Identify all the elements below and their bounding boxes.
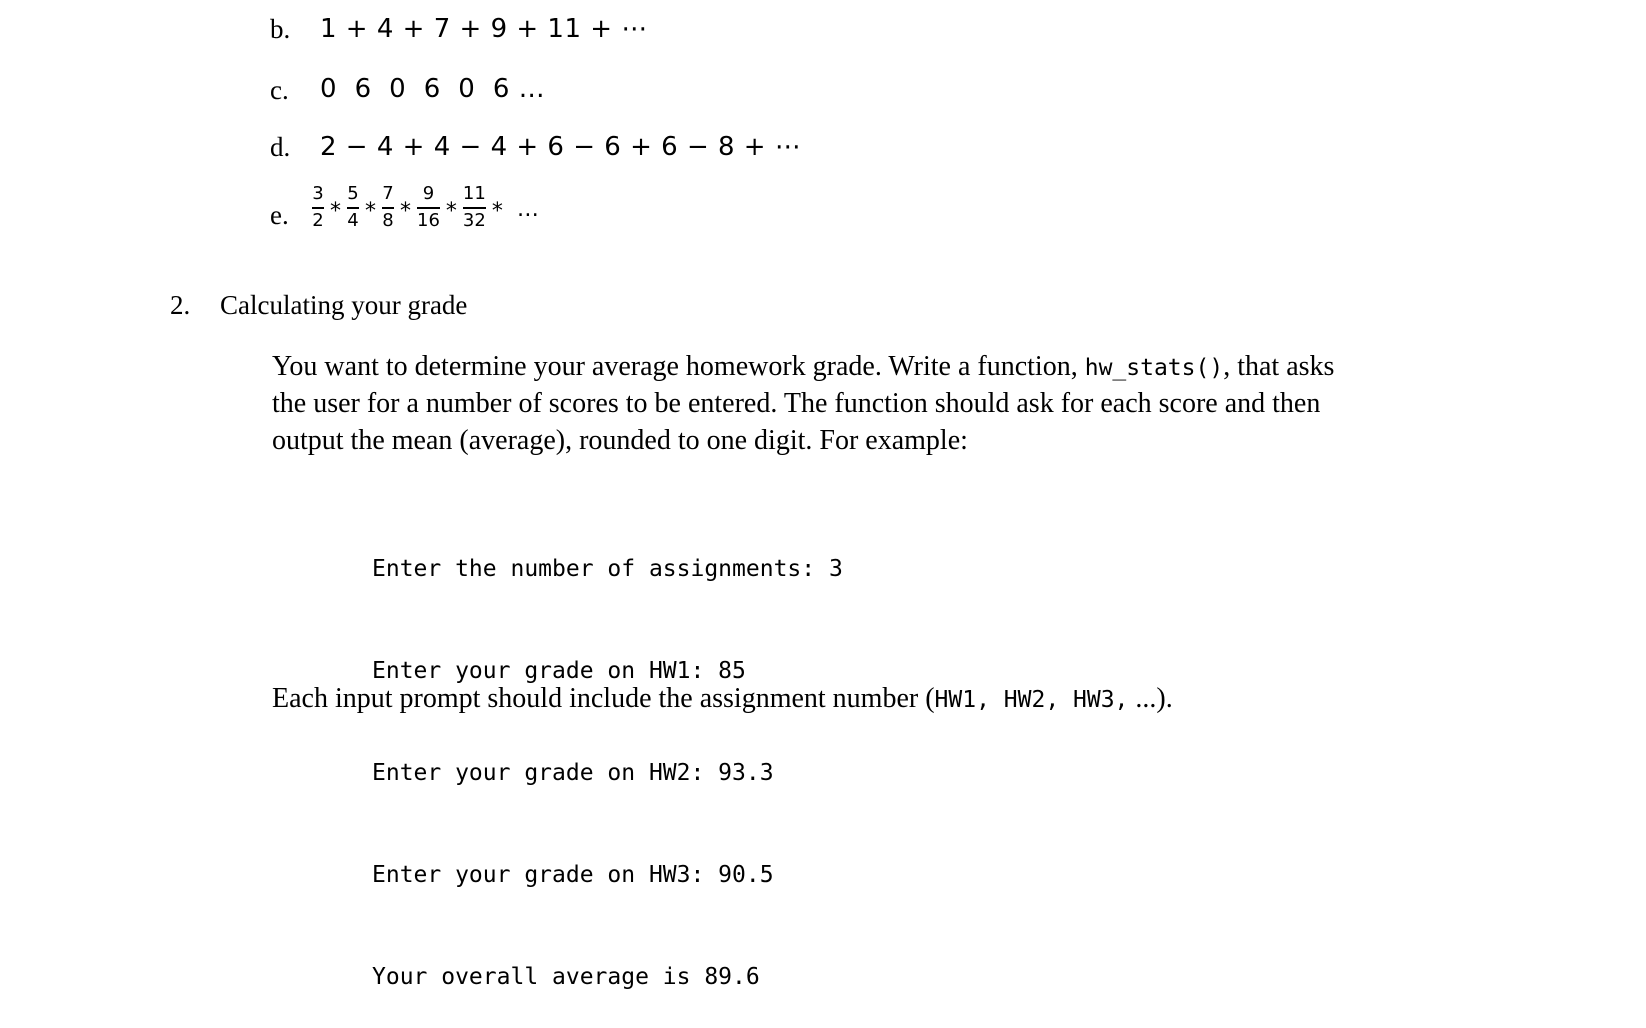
fraction-numerator: 11: [462, 183, 486, 204]
function-name-code: hw_stats(): [1084, 355, 1224, 381]
fraction-numerator: 7: [382, 183, 394, 204]
item-e-letter: e.: [270, 200, 289, 230]
section-title: Calculating your grade: [220, 290, 468, 320]
footer-code: HW1, HW2, HW3,: [934, 687, 1129, 713]
fraction: [347, 184, 359, 231]
multiply-operator: *: [365, 198, 376, 224]
paragraph-line-2: the user for a number of scores to be entered. The function should ask for each score and then: [272, 388, 1321, 419]
multiply-operator: *: [330, 198, 341, 224]
multiply-operator: *: [491, 198, 503, 224]
fraction-bar: [417, 207, 440, 209]
item-e-product: [312, 184, 539, 231]
footer-text: Each input prompt should include the assignment number (: [272, 683, 935, 714]
fraction: [463, 184, 486, 231]
multiply-operator: *: [445, 198, 457, 224]
fraction-denominator: 4: [347, 209, 359, 231]
section-number: 2.: [170, 290, 191, 320]
example-line: Enter the number of assignments: 3: [372, 556, 843, 582]
example-line: Enter your grade on HW3: 90.5: [372, 862, 774, 888]
example-line: Your overall average is 89.6: [372, 964, 760, 990]
item-c-expression: 0 6 0 6 0 6 …: [320, 74, 546, 104]
item-c-letter: c.: [270, 75, 289, 105]
fraction-denominator: 16: [417, 209, 440, 231]
fraction-denominator: 2: [312, 209, 324, 231]
item-d-letter: d.: [270, 132, 291, 162]
paragraph-line-1: [272, 348, 1334, 387]
example-line: Enter your grade on HW1: 85: [372, 658, 746, 684]
item-b-expression: 1 + 4 + 7 + 9 + 11 + ⋯: [320, 14, 648, 44]
fraction-numerator: 5: [347, 183, 359, 204]
fraction-bar: [463, 207, 486, 209]
fraction-bar: [382, 207, 394, 209]
footer-sentence: [272, 680, 1173, 719]
fraction: [312, 184, 324, 231]
fraction-numerator: 9: [422, 183, 435, 204]
fraction-bar: [347, 207, 359, 209]
fraction-denominator: 8: [382, 209, 394, 231]
fraction: [382, 184, 394, 231]
example-line: Enter your grade on HW2: 93.3: [372, 760, 774, 786]
multiply-operator: *: [400, 198, 411, 224]
example-code-block: [372, 484, 843, 1028]
fraction-denominator: 32: [462, 209, 486, 231]
paragraph-line-3: output the mean (average), rounded to one digit. For example:: [272, 425, 968, 456]
fraction: [417, 184, 440, 231]
item-d-expression: 2 − 4 + 4 − 4 + 6 − 6 + 6 − 8 + ⋯: [320, 132, 802, 162]
paragraph-text: You want to determine your average homework grade. Write a function,: [272, 351, 1085, 382]
paragraph-text: , that asks: [1223, 351, 1335, 382]
item-b-letter: b.: [270, 14, 291, 44]
fraction-bar: [312, 207, 324, 209]
fraction-numerator: 3: [312, 183, 324, 204]
footer-text: ...).: [1128, 683, 1173, 714]
ellipsis: …: [516, 196, 539, 222]
